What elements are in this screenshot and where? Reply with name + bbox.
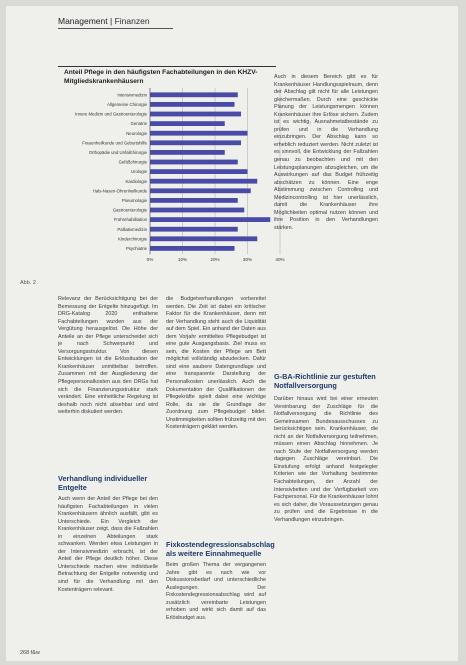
header-section: Management <box>58 16 108 26</box>
bar <box>150 160 238 165</box>
column-3-paragraph-2: Darüber hinaus wird bei einer erneuten Vereinbarung der Zuschläge für die Notfallversorgung die Richtlinie des Gemeinsamen Bundesausschusses zu berücksichtigen sein. Krankenhäuser, die nicht an der Notfallversorgung teilnehmen, müssen einen Abschlag hinnehmen. Je nach Stufe der Notfallversorgung werden dagegen Zuschläge vereinbart. Die Einstufung erfolgt anhand festgelegter Kriterien wie der Vorhaltung bestimmter Fachabteilungen, der Anzahl der Intensivbetten und der Verfügbarkeit von Fachpersonal. Für die Krankenhäuser lohnt es sich daher, die Voraussetzungen genau zu prüfen und die Ergebnisse in die Verhandlungen einzubringen. <box>274 396 378 523</box>
header-subsection: Finanzen <box>114 16 150 26</box>
column-2-paragraph-2: Beim großen Thema der vergangenen Jahre gibt es nach wie vor Diskussionsbedarf und unterschiedliche Auslegungen. Der Fixkostendegressionsabschlag wird auf zusätzlich vereinbarte Leistungen erhoben und wirkt sich damit auf das Erlösbudget aus. <box>166 562 266 621</box>
category-label: Innere Medizin und Gastroenterologie <box>75 111 147 117</box>
bar <box>150 92 238 97</box>
category-label: Gefäßchirurgie <box>118 159 147 165</box>
column-3-paragraph-1: Auch in diesem Bereich gibt es für Krankenhäuser Handlungsspielraum, denn der Abschlag gilt nicht für alle Leistungen gleichermaßen. Durch eine geschickte Planung der Leistungsmengen können Krankenhäuser ihre Erlöse sichern. Zudem ist es wichtig, Ausnahmetatbestände zu prüfen und in die Verhandlung einzubringen. Der Abschlag kann so erheblich reduziert werden. Nicht zuletzt ist es sinnvoll, die Entwicklung der Fallzahlen genau zu beobachten und mit den Leistungsplanungen abzugleichen, um die Auswirkungen auf das Budget frühzeitig abschätzen zu können. Eine enge Abstimmung zwischen Controlling und Medizincontrolling ist hier unerlässlich, damit die Krankenhäuser ihre Möglichkeiten optimal nutzen können und ihre Position in den Verhandlungen stärken. <box>274 74 378 231</box>
bar <box>150 131 248 136</box>
column-1-paragraph-1: Relevanz der Berücksichtigung bei der Bemessung der Entgelte hinzugefügt. Im DRG-Katalog 2020 enthaltene Fachabteilungen wurden aus der Vergütung herausgelöst. Die Höhe der Anteile an der Pflege unterscheidet sich je nach Schwerpunkt und Versorgungsstruktur. Von diesen Entwicklungen ist die Erlössituation der Krankenhäuser unmittelbar betroffen. Zusammen mit der Ausgliederung der Pflegepersonalkosten aus den DRGs hat sich die Finanzierungsstruktur stark verändert. Eine einheitliche Regelung ist deshalb noch nicht absehbar und wird weiterhin diskutiert werden. <box>58 296 158 416</box>
section-heading-2: Fixkostendegressionsabschlag als weitere Einnahmequelle <box>166 540 275 558</box>
chart-top-rule <box>58 66 276 67</box>
bar <box>150 188 251 193</box>
category-label: Neurologie <box>126 130 147 136</box>
bar <box>150 227 238 232</box>
section-heading-3: G-BA-Richtlinie zur gestuften Notfallversorgung <box>274 372 376 390</box>
category-label: Palliativmedizin <box>117 226 147 232</box>
bar <box>150 208 244 213</box>
category-label: Frauenheilkunde und Geburtshilfe <box>82 140 147 146</box>
bar <box>150 246 235 251</box>
header-rule <box>58 28 173 29</box>
bar-chart <box>58 86 298 278</box>
category-label: Gastroenterologie <box>112 207 147 213</box>
magazine-page <box>6 6 458 661</box>
bar <box>150 179 257 184</box>
x-tick-label: 20% <box>210 257 220 263</box>
bar <box>150 121 225 126</box>
x-tick-label: 40% <box>275 257 285 263</box>
category-label: Kinderchirurgie <box>118 236 147 242</box>
bar <box>150 236 257 241</box>
category-label: Hals-Nasen-Ohrenheilkunde <box>92 188 147 194</box>
category-label: Kardiologie <box>125 178 147 184</box>
bar <box>150 169 248 174</box>
column-1-paragraph-2: Auch wenn der Anteil der Pflege bei den häufigsten Fachabteilungen in vielen Krankenhäusern ähnlich ausfällt, gibt es Unterschiede. Ein Vergleich der Krankenhäuser zeigt, dass die Fallzahlen in einzelnen Abteilungen stark schwanken. Werden etwa Leistungen in der Intensivmedizin erbracht, ist der Anteil der Pflege deutlich höher. Diese Unterschiede machen eine individuelle Betrachtung der Entgelte notwendig und sind für die Verhandlung mit den Kostenträgern relevant. <box>58 496 158 593</box>
bar <box>150 140 241 145</box>
bar <box>150 112 241 117</box>
x-tick-label: 30% <box>242 257 253 263</box>
page-footer: 268 f&w <box>20 650 40 656</box>
category-label: Allgemeine Chirurgie <box>107 102 147 107</box>
figure-label: Abb. 2 <box>20 280 36 286</box>
chart-title: Anteil Pflege in den häufigsten Fachabteilungen in den KHZV-Mitgliedskrankenhäusern <box>64 69 258 85</box>
bar <box>150 102 235 107</box>
category-label: Pneumologie <box>121 198 147 203</box>
category-label: Intensivmedizin <box>117 92 147 98</box>
x-tick-label: 10% <box>177 257 188 263</box>
bar <box>150 217 270 222</box>
bar <box>150 150 225 155</box>
section-heading-1: Verhandlung individueller Entgelte <box>58 474 148 492</box>
page-header: Management | Finanzen <box>58 16 150 26</box>
category-label: Psychiatrie <box>125 246 147 251</box>
x-tick-label: 0% <box>146 257 154 263</box>
category-label: Frührehabilitation <box>113 217 147 223</box>
category-label: Urologie <box>130 169 147 175</box>
category-label: Geriatrie <box>130 121 147 127</box>
category-label: Orthopädie und Unfallchirurgie <box>88 150 147 155</box>
column-2-paragraph-1: die Budgetverhandlungen vorbereitet werden. Die Zeit ist dabei ein kritischer Faktor für die Krankenhäuser, denn mit der Verhandlung steht auch die Liquidität auf dem Spiel. Ein anhand der Daten aus dem Vorjahr ermitteltes Pflegebudget ist eine gute Ausgangsbasis. Ziel muss es sein, die Kosten der Pflege am Bett möglichst vollständig abzudecken. Dafür sind eine saubere Datengrundlage und eine transparente Darstellung der Personalkosten unerlässlich. Auch die Dokumentation der Qualifikationen der Pflegekräfte spielt dabei eine wichtige Rolle, da sie die Grundlage der Zuordnung zum Pflegebudget bildet. Unstimmigkeiten sollten frühzeitig mit den Kostenträgern geklärt werden. <box>166 296 266 431</box>
bar <box>150 198 238 203</box>
